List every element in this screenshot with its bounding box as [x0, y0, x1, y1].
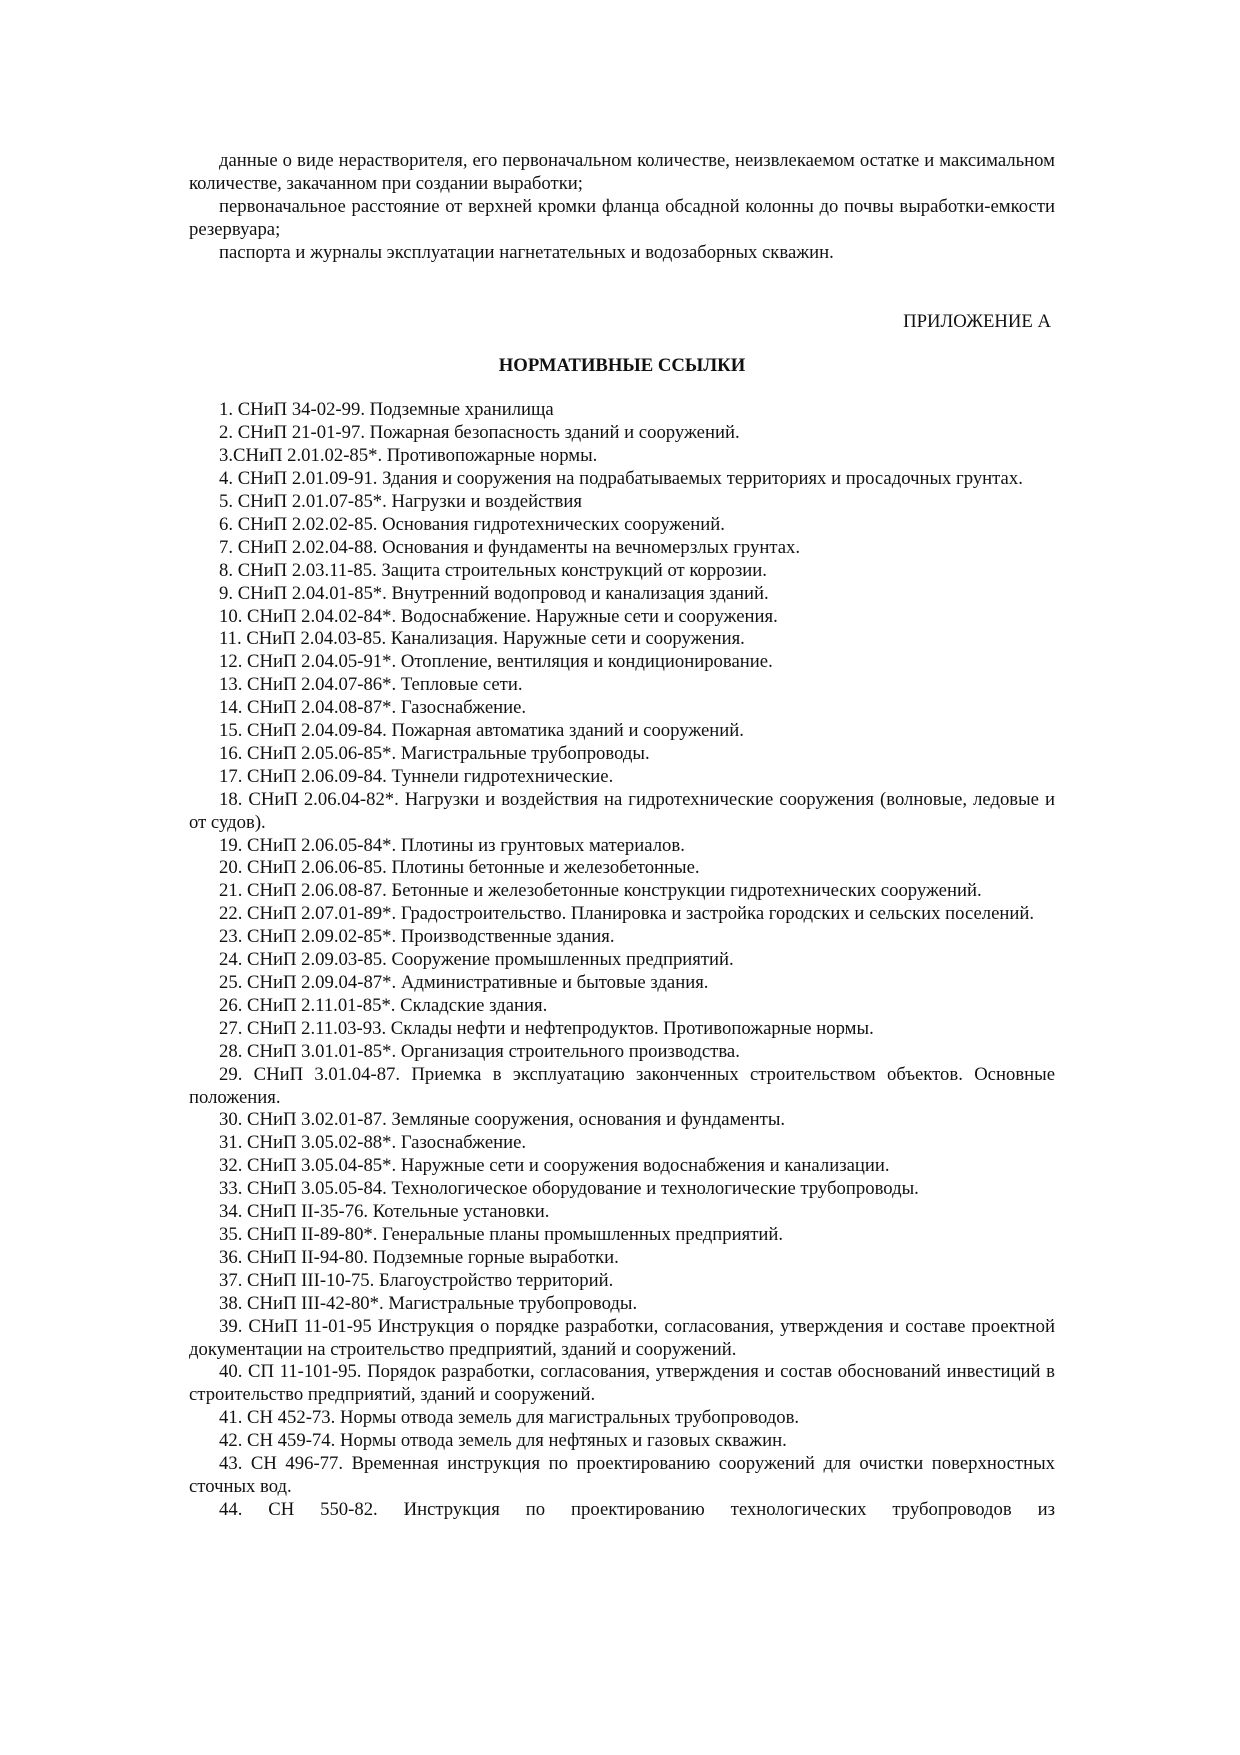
reference-item: 29. СНиП 3.01.04-87. Приемка в эксплуатацию законченных строительством объектов. Основные положения.	[189, 1063, 1055, 1108]
reference-item: 32. СНиП 3.05.04-85*. Наружные сети и сооружения водоснабжения и канализации.	[219, 1155, 890, 1177]
reference-item: 16. СНиП 2.05.06-85*. Магистральные трубопроводы.	[219, 742, 650, 764]
reference-item: 7. СНиП 2.02.04-88. Основания и фундаменты на вечномерзлых грунтах.	[219, 536, 801, 558]
reference-item: 41. СН 452-73. Нормы отвода земель для магистральных трубопроводов.	[219, 1407, 800, 1429]
reference-item: 26. СНиП 2.11.01-85*. Складские здания.	[219, 994, 548, 1016]
reference-item: 5. СНиП 2.01.07-85*. Нагрузки и воздействия	[219, 490, 582, 512]
reference-item: 25. СНиП 2.09.04-87*. Административные и бытовые здания.	[219, 972, 709, 993]
reference-item: 44. СН 550-82. Инструкция по проектированию технологических трубопроводов из	[219, 1498, 1055, 1520]
appendix-label: ПРИЛОЖЕНИЕ А	[903, 310, 1051, 332]
intro-paragraph: первоначальное расстояние от верхней кромки фланца обсадной колонны до почвы выработки-емкости резервуара;	[189, 195, 1055, 240]
reference-item: 39. СНиП 11-01-95 Инструкция о порядке разработки, согласования, утверждения и составе проектной документации на строительство предприятий, зданий и сооружений.	[189, 1315, 1055, 1360]
reference-item: 24. СНиП 2.09.03-85. Сооружение промышленных предприятий.	[219, 949, 734, 971]
references-list	[189, 399, 1055, 1521]
reference-item: 40. СП 11-101-95. Порядок разработки, согласования, утверждения и состав обоснований инвестиций в строительство предприятий, зданий и сооружений.	[189, 1361, 1055, 1406]
reference-item: 14. СНиП 2.04.08-87*. Газоснабжение.	[219, 697, 527, 719]
reference-item: 1. СНиП 34-02-99. Подземные хранилища	[219, 399, 554, 421]
reference-item: 20. СНиП 2.06.06-85. Плотины бетонные и железобетонные.	[219, 857, 700, 879]
reference-item: 34. СНиП II-35-76. Котельные установки.	[219, 1201, 550, 1223]
reference-item: 4. СНиП 2.01.09-91. Здания и сооружения на подрабатываемых территориях и просадочных грунтах.	[219, 468, 1023, 490]
reference-item: 22. СНиП 2.07.01-89*. Градостроительство. Планировка и застройка городских и сельских поселений.	[219, 903, 1035, 925]
intro-paragraph: данные о виде нерастворителя, его первоначальном количестве, неизвлекаемом остатке и максимальном количестве, закачанном при создании выработки;	[189, 150, 1055, 194]
reference-item: 37. СНиП III-10-75. Благоустройство территорий.	[219, 1269, 614, 1291]
reference-item: 6. СНиП 2.02.02-85. Основания гидротехнических сооружений.	[219, 513, 725, 535]
reference-item: 13. СНиП 2.04.07-86*. Тепловые сети.	[219, 674, 523, 696]
reference-item: 8. СНиП 2.03.11-85. Защита строительных конструкций от коррозии.	[219, 559, 767, 581]
reference-item: 15. СНиП 2.04.09-84. Пожарная автоматика зданий и сооружений.	[219, 720, 744, 742]
reference-item: 38. СНиП III-42-80*. Магистральные трубопроводы.	[219, 1292, 638, 1314]
intro-paragraph: паспорта и журналы эксплуатации нагнетательных и водозаборных скважин.	[219, 241, 834, 263]
reference-item: 9. СНиП 2.04.01-85*. Внутренний водопровод и канализация зданий.	[219, 582, 769, 604]
reference-item: 21. СНиП 2.06.08-87. Бетонные и железобетонные конструкции гидротехнических сооружений.	[219, 880, 982, 902]
document-page	[189, 150, 1055, 1522]
reference-item: 11. СНиП 2.04.03-85. Канализация. Наружные сети и сооружения.	[219, 628, 745, 650]
reference-item: 17. СНиП 2.06.09-84. Туннели гидротехнические.	[219, 765, 614, 787]
reference-item: 33. СНиП 3.05.05-84. Технологическое оборудование и технологические трубопроводы.	[219, 1178, 919, 1200]
reference-item: 36. СНиП II-94-80. Подземные горные выработки.	[219, 1246, 619, 1268]
reference-item: 3.СНиП 2.01.02-85*. Противопожарные нормы.	[219, 445, 598, 467]
reference-item: 2. СНиП 21-01-97. Пожарная безопасность зданий и сооружений.	[219, 422, 740, 444]
reference-item: 35. СНиП II-89-80*. Генеральные планы промышленных предприятий.	[219, 1223, 784, 1245]
reference-item: 30. СНиП 3.02.01-87. Земляные сооружения, основания и фундаменты.	[219, 1109, 786, 1131]
reference-item: 10. СНиП 2.04.02-84*. Водоснабжение. Наружные сети и сооружения.	[219, 605, 778, 627]
reference-item: 12. СНиП 2.04.05-91*. Отопление, вентиляция и кондиционирование.	[219, 651, 773, 673]
reference-item: 18. СНиП 2.06.04-82*. Нагрузки и воздействия на гидротехнические сооружения (волновые, ледовые и от судов).	[189, 788, 1055, 833]
reference-item: 23. СНиП 2.09.02-85*. Производственные здания.	[219, 926, 615, 948]
reference-item: 27. СНиП 2.11.03-93. Склады нефти и нефтепродуктов. Противопожарные нормы.	[219, 1017, 874, 1039]
reference-item: 28. СНиП 3.01.01-85*. Организация строительного производства.	[219, 1040, 740, 1062]
reference-item: 19. СНиП 2.06.05-84*. Плотины из грунтовых материалов.	[219, 834, 685, 856]
reference-item: 31. СНиП 3.05.02-88*. Газоснабжение.	[219, 1132, 527, 1154]
reference-item: 42. СН 459-74. Нормы отвода земель для нефтяных и газовых скважин.	[219, 1430, 787, 1452]
section-title: НОРМАТИВНЫЕ ССЫЛКИ	[498, 355, 746, 377]
reference-item: 43. СН 496-77. Временная инструкция по проектированию сооружений для очистки поверхностных сточных вод.	[189, 1453, 1055, 1497]
